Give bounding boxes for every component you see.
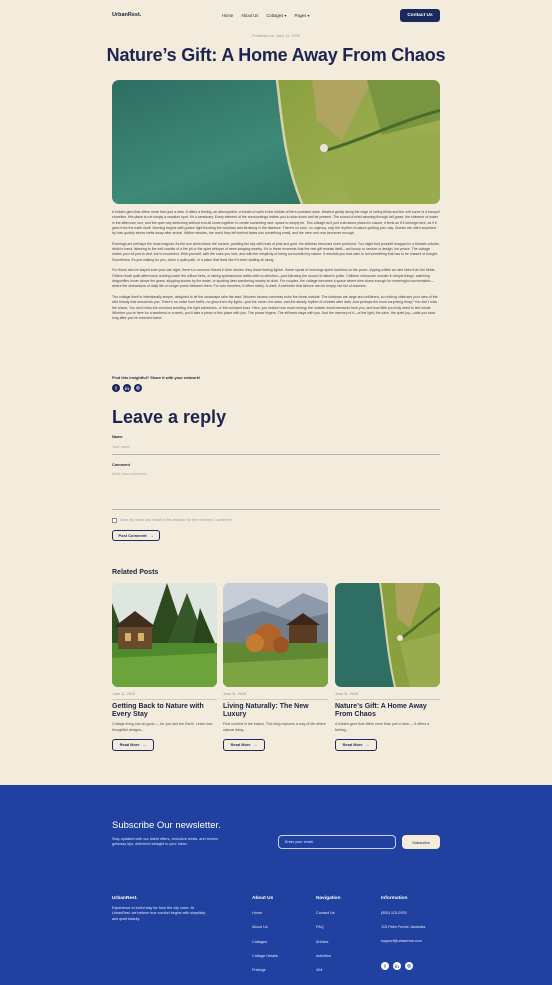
instagram-icon[interactable]: ◎ xyxy=(134,384,142,392)
article-paragraph: For those who've stayed even just one night, there’s a common thread in their stories: they leave feeling lighter. Some speak of mornings spent barefoot on the porch, sipping coffee as mist rises from the fields. Others recall quiet afternoons reading under the willow trees, or taking spontaneous walks with no direction—just following the sound of nature’s pulse. Children rediscover wonder in simple things: watching dragonflies hover above the grass, skipping stones by the water, or spotting deer wandering nearby at dusk. For couples, the cottage becomes a space where time slows enough for meaningful conversation—where the distractions of daily life no longer press between them. For solo travelers, it offers clarity. A reset. A reminder that silence can be empty, but full of answers. xyxy=(112,268,436,289)
card-image[interactable] xyxy=(335,583,440,687)
instagram-icon[interactable]: ◎ xyxy=(405,962,413,970)
footer-logo[interactable]: UrbanRest. xyxy=(112,896,138,901)
linkedin-icon[interactable]: in xyxy=(393,962,401,970)
article-body xyxy=(112,210,440,327)
comment-field[interactable]: Write your comment... xyxy=(112,472,440,510)
read-more-label: Read More xyxy=(342,742,363,748)
cabin-in-forest-illustration xyxy=(112,583,217,687)
read-more-button[interactable] xyxy=(335,739,377,751)
read-more-label: Read More xyxy=(230,742,251,748)
newsletter-text: Stay updated with our latest offers, exclusive deals, and serene getaway tips, delivered straight to your inbox. xyxy=(112,837,219,847)
card-excerpt: Find comfort in the basics. This blog explores a way of life where natural living... xyxy=(223,722,326,732)
related-card[interactable] xyxy=(223,583,328,751)
autumn-valley-illustration xyxy=(223,583,328,687)
card-title[interactable]: Getting Back to Nature with Every Stay xyxy=(112,702,204,718)
arrow-right-icon: → xyxy=(142,742,147,748)
post-title: Nature’s Gift: A Home Away From Chaos xyxy=(106,45,446,65)
name-field[interactable]: Your name xyxy=(112,445,440,455)
card-date: June 11, 2025 xyxy=(335,692,359,696)
footer-info-column xyxy=(381,896,441,953)
share-label: Find this insightful? Share it with your network! xyxy=(112,375,201,380)
footer-link-articles[interactable]: Articles xyxy=(316,939,329,944)
post-comment-label: Post Comment xyxy=(118,533,147,538)
card-image[interactable] xyxy=(112,583,217,687)
related-posts-title: Related Posts xyxy=(112,569,159,576)
card-excerpt: Cottage living can do good — for you and the Earth. Learn how thoughtful designs... xyxy=(112,722,213,732)
subscribe-button[interactable]: Subscribe xyxy=(402,835,440,849)
contact-button[interactable]: Contact Us xyxy=(400,9,440,22)
footer-link-home[interactable]: Home xyxy=(252,911,263,915)
main-nav xyxy=(222,13,310,18)
footer-about-title: About Us xyxy=(252,896,274,901)
card-divider xyxy=(335,699,440,700)
nav-pages[interactable]: Pages ▾ xyxy=(294,13,310,18)
card-date: June 11, 2025 xyxy=(223,692,247,696)
footer-link-cottage-details[interactable]: Cottage Details xyxy=(252,953,278,958)
footer-about-column xyxy=(252,896,278,982)
site-header xyxy=(112,9,440,23)
newsletter-email-input[interactable]: Enter your email xyxy=(278,835,396,849)
footer-nav-title: Navigation xyxy=(316,896,341,901)
share-icons xyxy=(112,384,142,392)
footer-social-icons xyxy=(381,962,413,970)
linkedin-icon[interactable]: in xyxy=(125,385,129,391)
read-more-label: Read More xyxy=(119,742,140,748)
read-more-button[interactable] xyxy=(223,739,265,751)
hero-image xyxy=(112,80,440,204)
nav-home[interactable]: Home xyxy=(222,13,234,18)
footer-link-404[interactable]: 404 xyxy=(316,968,323,973)
newsletter-title: Subscribe Our newsletter. xyxy=(112,820,221,831)
card-date: June 11, 2025 xyxy=(112,692,136,696)
footer-link-contact[interactable]: Contact Us xyxy=(316,911,335,915)
name-label: Name xyxy=(112,434,123,439)
aerial-landscape-illustration xyxy=(335,583,440,687)
facebook-icon[interactable]: f xyxy=(381,962,389,970)
card-title[interactable]: Living Naturally: The New Luxury xyxy=(223,702,309,718)
card-excerpt: A hidden gem that offers more than just a view — it offers a feeling... xyxy=(335,722,430,732)
related-card[interactable] xyxy=(335,583,440,751)
footer-info-title: Information xyxy=(381,896,408,901)
article-paragraph: A hidden gem that offers more than just a view. It offers a feeling, an atmosphere, a breath of calm in the middle of life’s constant noise. Nestled gently along the edge of rolling fields and the soft curve of a tranquil shoreline, this place is not simply a vacation spot. It’s a sanctuary. Every element of the surroundings invites you to slow down and be present. The sound of wind weaving through tall grass, the shimmer of water in the afternoon sun, and the open sky stretching without end all come together to create something rare: space to simply be. This cottage isn’t just a structure placed in nature; it feels as if it belongs here, as if it grew from the earth itself. Morning begins with golden light flooding the windows and birdsong in the distance. There’s no rush, no urgency, only the rhythm of nature guiding your day. Guests are often surprised by how quickly stress melts away after arrival. Within minutes, the world they left behind fades into something small, and the here and now becomes enough. xyxy=(112,210,440,236)
article-paragraph: The cottage itself is intentionally simple, designed to let the landscape take the lead. Wooden beams overhead echo the forest outside. The windows are large and unfiltered, so nothing obstructs your view of the wild beauty that surrounds you. There’s no noise from traffic, no glow from city lights—just the moon, the stars, and the steady rhythm of crickets after dark. And perhaps the most surprising thing? You don’t miss the chaos. You don’t miss the constant scrolling, the tight schedules, or the constant buzz. Here, you realize how much energy the outside world demands from you, and how little you truly need to feel whole. Whether you’re here for a weekend or a week, you’ll take a piece of this place with you. The peace lingers. The stillness stays with you. And the memory of it—of the light, the calm, the quiet joy—calls you back long after you’ve returned home. xyxy=(112,295,438,321)
footer-address: 115 Palm Forest, Australia xyxy=(381,925,426,930)
save-info-checkbox[interactable] xyxy=(112,518,117,523)
nav-about[interactable]: About Us xyxy=(241,13,259,18)
site-footer xyxy=(0,785,552,985)
footer-tagline: Experience a restful stay far from the city noise. At UrbanRest, we believe true comfort begins with simplicity and quiet beauty. xyxy=(112,906,206,921)
published-date: Published on: June 11, 2025 xyxy=(252,34,300,38)
facebook-icon[interactable]: f xyxy=(112,384,120,392)
card-divider xyxy=(223,699,328,700)
footer-link-pricings[interactable]: Pricings xyxy=(252,968,266,973)
related-card[interactable] xyxy=(112,583,217,751)
aerial-landscape-illustration xyxy=(112,80,440,204)
footer-link-activities[interactable]: Activities xyxy=(316,953,331,958)
arrow-right-icon: → xyxy=(365,742,370,748)
card-divider xyxy=(112,699,217,700)
post-comment-button[interactable] xyxy=(112,530,160,541)
reply-title: Leave a reply xyxy=(112,407,227,427)
card-title[interactable]: Nature’s Gift: A Home Away From Chaos xyxy=(335,702,427,718)
footer-link-about[interactable]: About Us xyxy=(252,925,268,930)
read-more-button[interactable] xyxy=(112,739,154,751)
footer-link-faq[interactable]: FAQ xyxy=(316,925,324,930)
card-image[interactable] xyxy=(223,583,328,687)
comment-label: Comment xyxy=(112,462,130,467)
save-info-label: Save my name and email in this browser for the next time I comment. xyxy=(119,518,233,523)
footer-phone: (555) 115-2920 xyxy=(381,911,407,915)
arrow-right-icon: → xyxy=(253,742,258,748)
footer-link-cottages[interactable]: Cottages xyxy=(252,939,268,944)
footer-email[interactable]: support@urbanrest.com xyxy=(381,938,422,943)
footer-brand xyxy=(112,896,212,922)
arrow-right-icon: → xyxy=(149,533,154,538)
save-info-row xyxy=(112,518,233,523)
footer-navigation-column xyxy=(316,896,341,982)
nav-cottages[interactable]: Cottages ▾ xyxy=(266,13,287,18)
article-paragraph: Evenings are perhaps the most magical. As the sun sinks below the horizon, painting the sky with hues of pink and gold, the stillness becomes more profound. You might find yourself wrapped in a blanket outside, drink in hand, listening to the soft crackle of a fire pit or the quiet whisper of trees swaying nearby. It’s in these moments that the real gift reveals itself—not luxury or service or design, but peace. The cottage invites you not just to visit, but to reconnect. With yourself, with the ones you love, and with the simplicity of being surrounded by nature. It reminds you that calm is not something that has to be chased or bought. Sometimes, it’s just waiting for you, down a quiet path, in a place that feels like it’s been waiting all along. xyxy=(112,241,440,262)
brand-logo[interactable]: UrbanRest. xyxy=(112,12,142,18)
